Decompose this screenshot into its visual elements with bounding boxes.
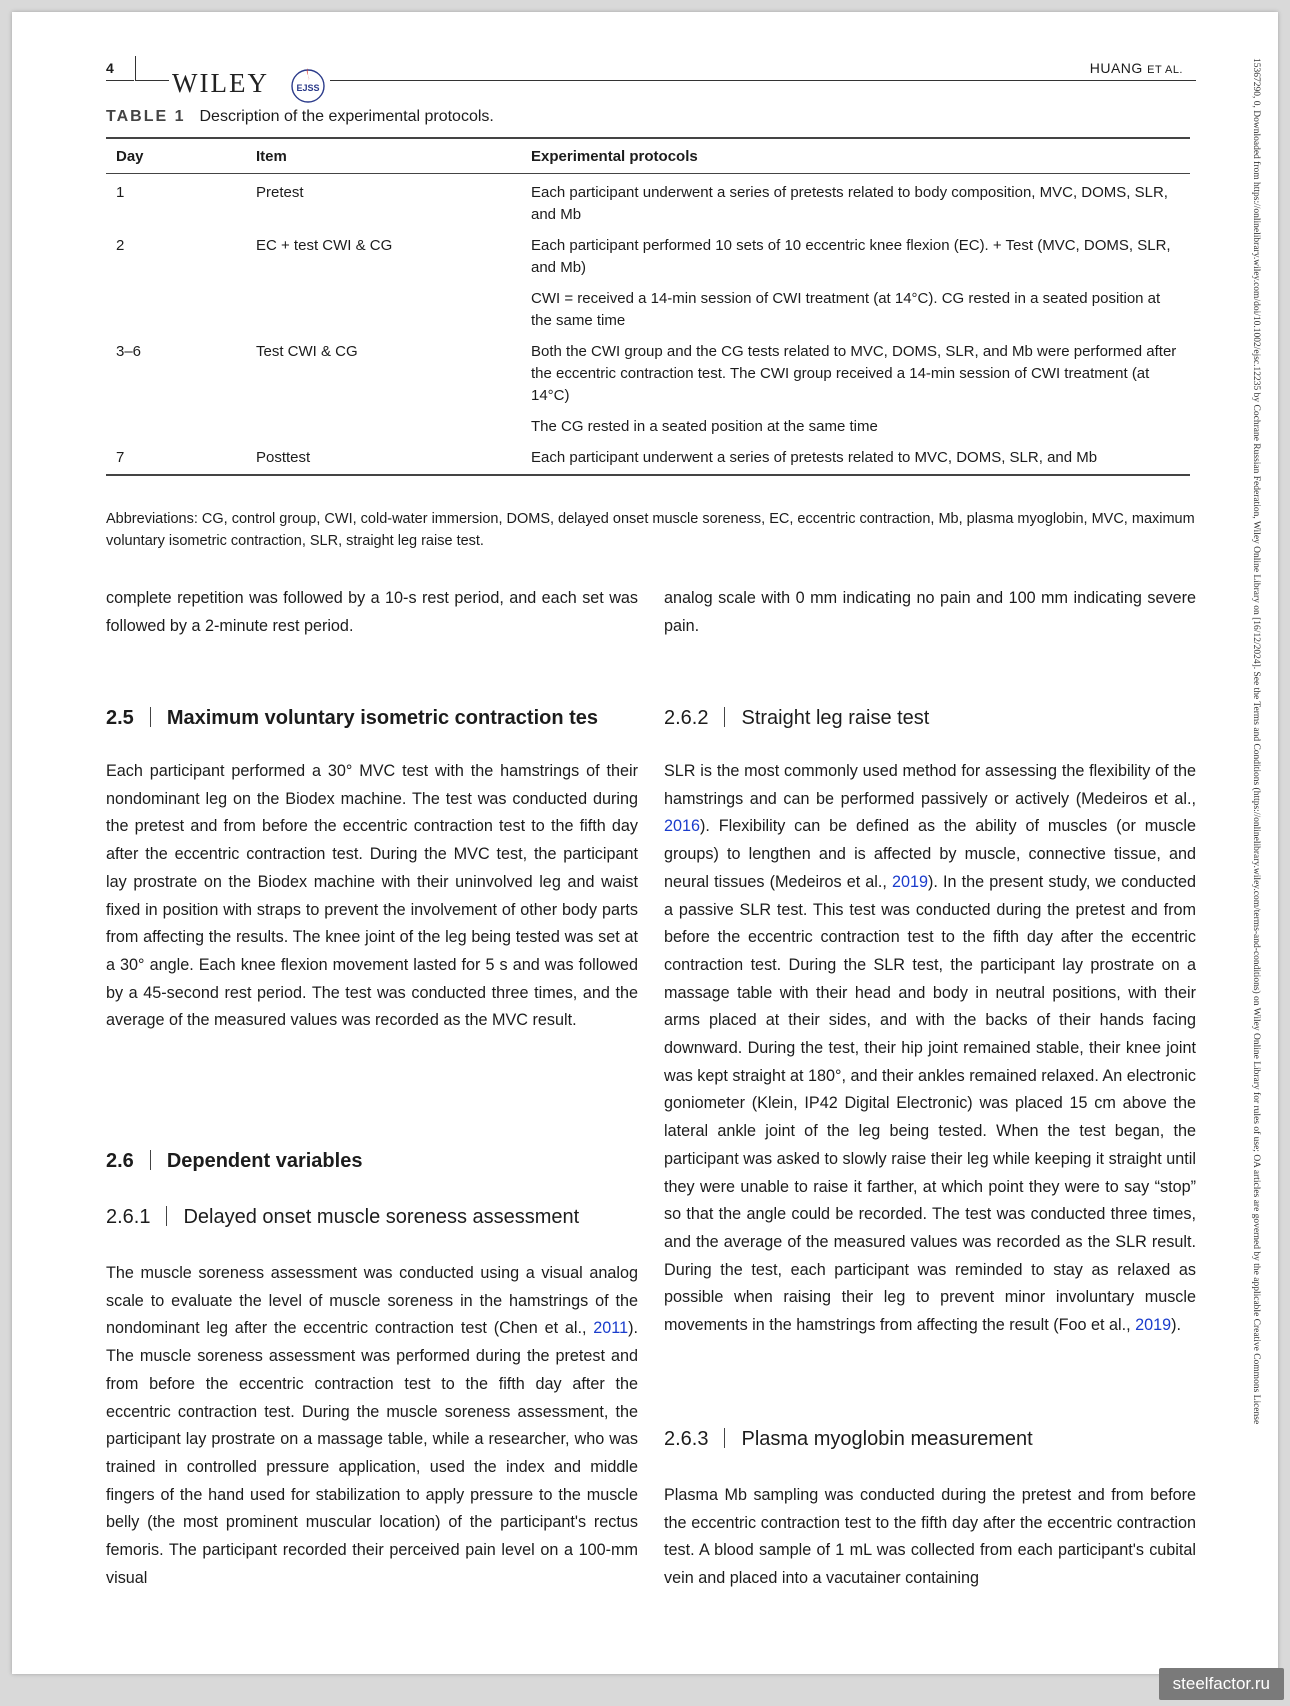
header-rule-mid [135,80,169,81]
table-row [106,231,1190,284]
right-intro [664,585,1196,640]
section-title: Dependent variables [166,1150,363,1172]
section-title: Maximum voluntary isometric contraction tes [166,707,599,729]
publisher-logo: WILEY [172,68,269,98]
section-number: 2.6.2 [664,707,709,729]
cell-protocol: Each participant underwent a series of pretests related to MVC, DOMS, SLR, and Mb [521,443,1190,475]
paragraph [664,758,1196,1340]
paragraph: Each participant performed a 30° MVC test with the hamstrings of their nondominant leg on the Biodex machine. The test was conducted during the pretest and from before the eccentric contraction test to the fifth day after the eccentric contraction test. During the MVC test, the participant lay prostrate on the Biodex machine with their uninvolved leg and waist fixed in position with straps to prevent the involvement of other body parts from affecting the results. The knee joint of the leg being tested was set at a 30° angle. Each knee flexion movement lasted for 5 s and was followed by a 45-second rest period. The test was conducted three times, and the average of the measured values was recorded as the MVC result. [106,762,638,1030]
section-title: Straight leg raise test [741,707,930,729]
section-title: Delayed onset muscle soreness assessment [183,1206,580,1228]
text-run: ). The muscle soreness assessment was performed during the pretest and from before the eccentric contraction test to the fifth day after the eccentric contraction test. During the muscle soreness assessment, the participant lay prostrate on a massage table, while a researcher, who was trained in controlled pressure application, used the index and middle fingers of the hand used for stabilization to apply pressure to the muscle belly (the most prominent muscular location) of the participant's rectus femoris. The participant recorded their perceived pain level on a 100-mm visual [106,1319,638,1587]
section-2-6-1-body [106,1260,638,1592]
section-2-6-3-body [664,1482,1196,1593]
citation-link[interactable]: 2019 [892,872,929,891]
cell-item: EC + test CWI & CG [256,237,393,254]
citation-link[interactable]: 2016 [664,817,701,836]
side-note-text: 15367290, 0, Downloaded from https://onlinelibrary.wiley.com/doi/10.1002/ejsc.12235 by Cochrane Russian Federation, Wiley Online Library on [16/12/2024]. See the Terms and Conditions (https://onlinelibrary.wiley.com/terms-and-conditions) on Wiley Online Library for rules of use; OA articles are governed by the applicable Creative Commons License [1251,58,1261,1425]
ejss-logo-icon [287,64,329,104]
section-number: 2.6.1 [106,1206,151,1228]
header-rule-tick [135,56,136,81]
text-run: ). Flexibility can be defined as the ability of muscles (or muscle groups) to lengthen and is affected by muscle, connective tissue, and neural tissues (Medeiros et al., [664,817,1196,891]
paragraph: analog scale with 0 mm indicating no pain and 100 mm indicating severe pain. [664,589,1196,635]
text-run: ). In the present study, we conducted a passive SLR test. This test was conducted during the pretest and from before the eccentric contraction test to the fifth day after the eccentric contraction test. During the SLR test, the participant lay prostrate on a massage table with their head and body in neutral positions, with their arms placed at their sides, and with the backs of their hands facing downward. During the test, their hip joint remained stable, their knee joint was kept straight at 180°, and their ankles remained relaxed. An electronic goniometer (Klein, IP42 Digital Electronic) was placed 15 cm above the lateral ankle joint of the leg being tested. When the test began, the participant was asked to slowly raise their leg while keeping it straight until they were unable to raise it farther, at which point they were to say “stop” so that the angle could be recorded. The test was conducted three times, and the average of the measured values was recorded as the SLR result. During the test, each participant was reminded to stay as relaxed as possible when raising their leg to prevent minor involuntary muscle movements in the hamstrings from affecting the result (Foo et al., [664,872,1196,1335]
paragraph: Plasma Mb sampling was conducted during the pretest and from before the eccentric contraction test to the fifth day after the eccentric contraction test. A blood sample of 1 mL was collected from each participant's cubital vein and placed into a vacutainer containing [664,1486,1196,1588]
heading-separator [166,1206,167,1226]
section-heading-2-6 [106,1147,638,1175]
col-header-item: Item [246,138,521,174]
cell-protocol: Each participant performed 10 sets of 10 eccentric knee flexion (EC). + Test (MVC, DOMS, SLR, and Mb) [531,237,1171,276]
table-row [106,337,1190,412]
text-run: The muscle soreness assessment was conducted using a visual analog scale to evaluate the level of muscle soreness in the hamstrings of the nondominant leg after the eccentric contraction test (Chen et al., [106,1264,638,1338]
section-number: 2.5 [106,707,134,729]
heading-separator [150,707,151,727]
section-2-6-2-body [664,758,1196,1340]
cell-item [246,284,521,337]
citation-link[interactable]: 2019 [1135,1316,1172,1335]
table-row [106,284,1190,337]
running-head [1090,60,1183,76]
cell-day: 1 [116,184,125,201]
page-number: 4 [106,60,114,76]
running-head-etal: ET AL. [1147,64,1183,76]
header-rule-right [330,80,1196,81]
cell-protocol: The CG rested in a seated position at the same time [531,418,878,435]
section-heading-2-6-3 [664,1425,1196,1453]
text-run: ). [1171,1316,1182,1335]
header-rule-left [106,80,134,81]
cell-protocol: CWI = received a 14-min session of CWI treatment (at 14°C). CG rested in a seated position at the same time [531,290,1161,329]
table-label: TABLE 1 [106,108,186,125]
logo-text: EJSS [296,83,320,93]
section-heading-2-5 [106,704,638,732]
section-heading-2-6-1 [106,1203,638,1231]
cell-day: 7 [106,443,246,475]
cell-day: 3–6 [116,343,142,360]
journal-page [12,12,1278,1674]
cell-item: Test CWI & CG [256,343,358,360]
download-side-note [1248,58,1262,1658]
table-row [106,443,1190,475]
watermark: steelfactor.ru [1159,1668,1284,1700]
col-header-day: Day [106,138,246,174]
citation-link[interactable]: 2011 [593,1319,629,1338]
section-2-5-body [106,758,638,1035]
table-row [106,412,1190,443]
paragraph: complete repetition was followed by a 10-s rest period, and each set was followed by a 2-minute rest period. [106,589,638,635]
table-row [106,174,1190,232]
text-run: SLR is the most commonly used method for assessing the flexibility of the hamstrings and can be performed passively or actively (Medeiros et al., [664,762,1196,808]
section-number: 2.6 [106,1150,134,1172]
paragraph [106,1260,638,1592]
cell-day [106,284,246,337]
cell-day [106,412,246,443]
section-title: Plasma myoglobin measurement [741,1428,1033,1450]
protocol-table [106,137,1190,476]
cell-item: Posttest [246,443,521,475]
table-abbreviations: Abbreviations: CG, control group, CWI, cold-water immersion, DOMS, delayed onset muscle soreness, EC, eccentric contraction, Mb, plasma myoglobin, MVC, maximum voluntary isometric contraction, SLR, straight leg raise test. [106,511,1195,549]
section-number: 2.6.3 [664,1428,709,1450]
heading-separator [150,1150,151,1170]
table-caption-text: Description of the experimental protocols. [199,108,494,125]
cell-protocol: Both the CWI group and the CG tests related to MVC, DOMS, SLR, and Mb were performed after the eccentric contraction test. The CWI group received a 14-min session of CWI treatment (at 14°C) [531,343,1177,404]
cell-item: Pretest [256,184,304,201]
cell-day: 2 [116,237,125,254]
table-header-row [106,138,1190,174]
heading-separator [724,1428,725,1448]
running-head-author: HUANG [1089,60,1143,76]
section-heading-2-6-2 [664,704,1196,732]
cell-item [246,412,521,443]
left-intro [106,585,638,640]
col-header-protocols: Experimental protocols [521,138,1190,174]
cell-protocol: Each participant underwent a series of pretests related to body composition, MVC, DOMS, SLR, and Mb [531,184,1168,223]
table-caption [106,108,494,126]
heading-separator [724,707,725,727]
